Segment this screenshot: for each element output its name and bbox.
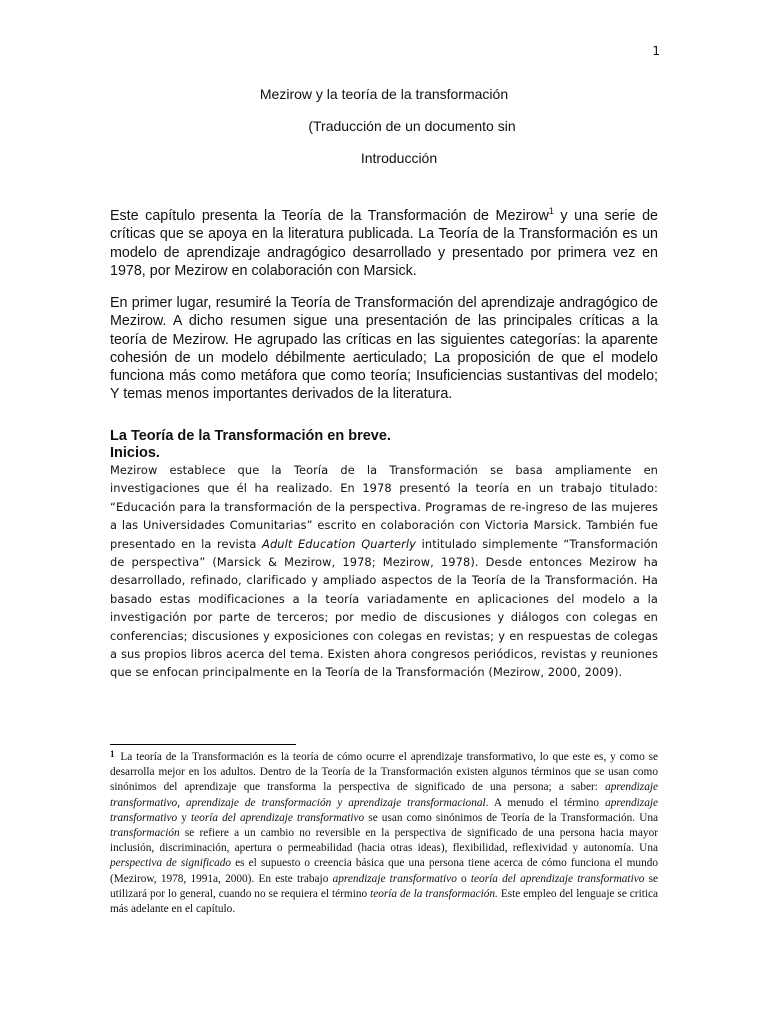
- page-number: 1: [652, 44, 660, 58]
- title-block: [0, 86, 768, 182]
- section-heading: La Teoría de la Transformación en breve.: [110, 428, 391, 444]
- footnote-text: o: [456, 872, 471, 885]
- footnote-term: transformación: [110, 827, 180, 840]
- footnote-text: es el supuesto o creencia básica que una persona tiene acerca de cómo funciona el mundo (Mezirow, 1978, 1991a, 2000). En este trabajo: [110, 857, 659, 885]
- footnote-text: se utilizará por lo general, cuando no se requiera el término: [110, 872, 659, 900]
- section-title-introduction: Introducción: [360, 150, 438, 166]
- footnote-term: aprendizaje transformativo, aprendizaje de transformación y aprendizaje transformacional: [110, 781, 658, 809]
- footnote-mark: 1: [110, 749, 115, 759]
- footnote-text: se usan como sinónimos de Teoría de la Transformación. Una: [364, 811, 659, 824]
- footnote-term: aprendizaje transformativo: [332, 872, 457, 885]
- footnote-text: y: [177, 811, 192, 824]
- footnote-text: se refiere a un cambio no reversible en la perspectiva de significado de una persona hacia mayor inclusión, discriminación, apertura o permeabilidad (hacia otras ideas), flexibilidad, reflexividad y autonomía. Una: [110, 827, 658, 855]
- footnote: [110, 750, 658, 917]
- footnote-text: La teoría de la Transformación es la teoría de cómo ocurre el aprendizaje transformativo, lo que este es, y como se desarrolla mejor en los adultos. Dentro de la Teoría de la Transformación existen algunos términos que se usan como sinónimos del aprendizaje que transforma la perspectiva de significado de una persona; a saber:: [110, 751, 658, 794]
- journal-title: Adult Education Quarterly: [262, 536, 417, 551]
- translation-note: (Traducción de un documento sin: [308, 118, 516, 134]
- footnote-separator: [110, 744, 296, 745]
- origins-text-a: Mezirow establece que la Teoría de la Transformación se basa ampliamente en investigaciones que él ha realizado. En 1978 presentó la teoría en un trabajo titulado: “Educación para la transformación de la perspectiva. Programas de re-ingreso de las mujeres a las Universidades Comunitarias” escrito en colaboración con Victoria Marsick. También fue presentado en la revista: [110, 463, 658, 551]
- origins-text-b: intitulado simplemente “Transformación de perspectiva” (Marsick & Mezirow, 1978; Mezirow, 1978). Desde entonces Mezirow ha desarrollado, refinado, clarificado y ampliado aspectos de la Teoría de la Transformación. Ha basado estas modificaciones a la teoría variadamente en aplicaciones del modelo a la investigación por parte de terceros; por medio de discusiones y diálogos con colegas en conferencias; discusiones y exposiciones con colegas en revistas; y en respuestas de colegas a sus propios libros acerca del tema. Existen ahora congresos periódicos, revistas y reuniones que se enfocan principalmente en la Teoría de la Transformación (Mezirow, 2000, 2009).: [110, 536, 659, 680]
- intro-paragraph-1: [110, 207, 658, 280]
- footnote-text: . A menudo el término: [485, 796, 606, 809]
- footnote-reference[interactable]: 1: [548, 206, 554, 216]
- section-subheading: Inicios.: [110, 445, 160, 461]
- footnote-term: perspectiva de significado: [110, 857, 232, 870]
- footnote-term: aprendizaje transformativo: [110, 796, 658, 824]
- footnote-text: Este empleo del lenguaje se critica más adelante en el capítulo.: [110, 887, 659, 916]
- document-title: Mezirow y la teoría de la transformación: [259, 86, 509, 102]
- intro-paragraph-2: En primer lugar, resumiré la Teoría de Transformación del aprendizaje andragógico de Mezirow. A dicho resumen sigue una presentación de las principales críticas a la teoría de Mezirow. He agrupado las críticas en las siguientes categorías: la aparente cohesión de un modelo débilmente aerticulado; La proposición de que el modelo funciona más como metáfora que como teoría; Insuficiencias sustantivas del modelo; Y temas menos importantes derivados de la literatura.: [110, 295, 658, 403]
- origins-paragraph: [110, 461, 658, 682]
- footnote-term: teoría del aprendizaje transformativo: [191, 811, 365, 824]
- footnote-term: teoría de la transformación.: [370, 887, 498, 900]
- intro-paragraph-1-text-b: y una serie de críticas que se apoya en la literatura publicada. La Teoría de la Transformación es un modelo de aprendizaje andragógico desarrollado y presentado por primera vez en 1978, por Mezirow en colaboración con Marsick.: [110, 208, 658, 279]
- intro-paragraph-1-text-a: Este capítulo presenta la Teoría de la Transformación de Mezirow: [110, 208, 549, 224]
- footnote-term: teoría del aprendizaje transformativo: [470, 872, 645, 885]
